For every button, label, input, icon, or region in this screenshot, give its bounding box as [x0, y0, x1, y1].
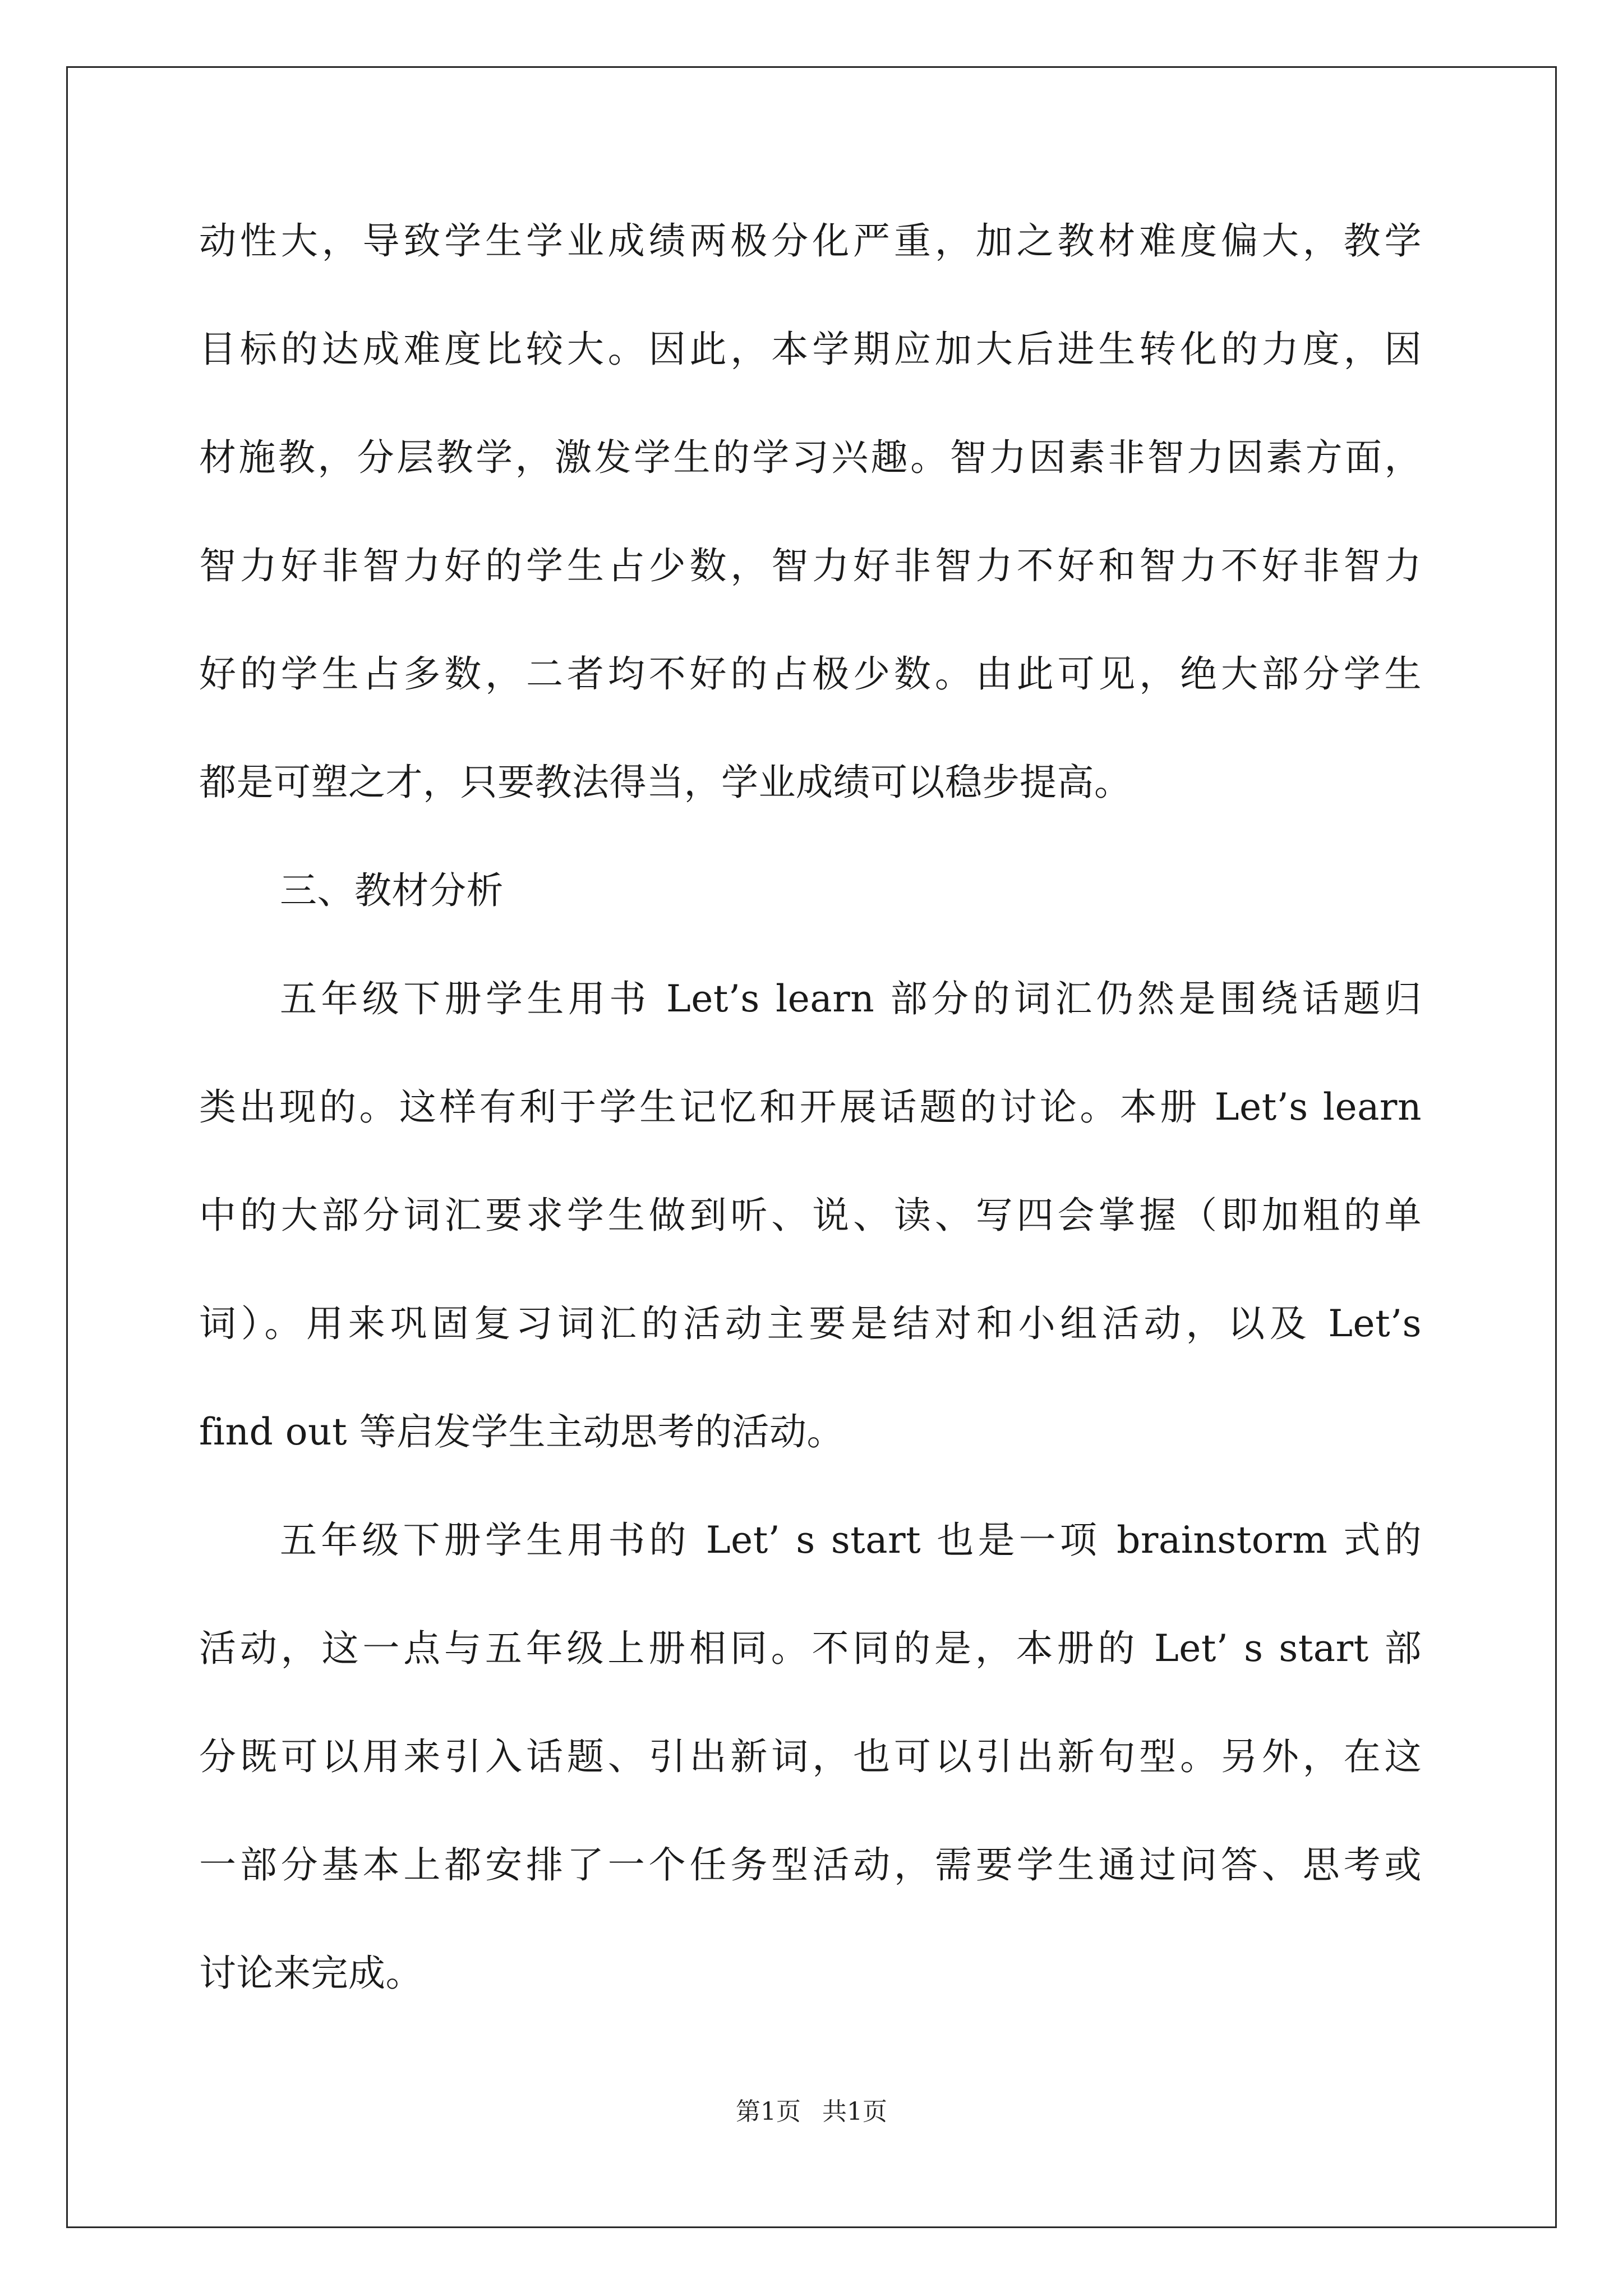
text-line: 词）。用来巩固复习词汇的活动主要是结对和小组活动，以及 Let’s: [199, 1302, 1422, 1345]
text-line: 动性大，导致学生学业成绩两极分化严重，加之教材难度偏大，教学: [199, 219, 1422, 263]
page-footer: [0, 2095, 1623, 2129]
text-line: 一部分基本上都安排了一个任务型活动，需要学生通过问答、思考或: [199, 1843, 1422, 1887]
text-line: 活动，这一点与五年级上册相同。不同的是，本册的 Let’ s start 部: [199, 1627, 1422, 1670]
text-line: 材施教，分层教学，激发学生的学习兴趣。智力因素非智力因素方面，: [199, 436, 1422, 479]
document-body: [199, 213, 1422, 2054]
page-number-total: 共1页: [822, 2097, 887, 2126]
text-line: 类出现的。这样有利于学生记忆和开展话题的讨论。本册 Let’s learn: [199, 1085, 1422, 1129]
text-line: 智力好非智力好的学生占少数，智力好非智力不好和智力不好非智力: [199, 544, 1422, 587]
text-line: 好的学生占多数，二者均不好的占极少数。由此可见，绝大部分学生: [199, 652, 1422, 696]
text-line: 都是可塑之才，只要教法得当，学业成绩可以稳步提高。: [199, 761, 1132, 804]
text-line: 讨论来完成。: [199, 1952, 423, 1995]
text-line: find out 等启发学生主动思考的活动。: [199, 1410, 845, 1453]
text-line: 目标的达成难度比较大。因此，本学期应加大后进生转化的力度，因: [199, 328, 1422, 371]
page-number-current: 第1页: [736, 2097, 801, 2126]
text-line: 分既可以用来引入话题、引出新词，也可以引出新句型。另外，在这: [199, 1735, 1422, 1778]
section-heading: 三、教材分析: [280, 869, 504, 912]
text-line: 五年级下册学生用书 Let’s learn 部分的词汇仍然是围绕话题归: [280, 977, 1422, 1020]
text-line: 中的大部分词汇要求学生做到听、说、读、写四会掌握（即加粗的单: [199, 1194, 1422, 1237]
text-line: 五年级下册学生用书的 Let’ s start 也是一项 brainstorm 式的: [280, 1519, 1422, 1562]
